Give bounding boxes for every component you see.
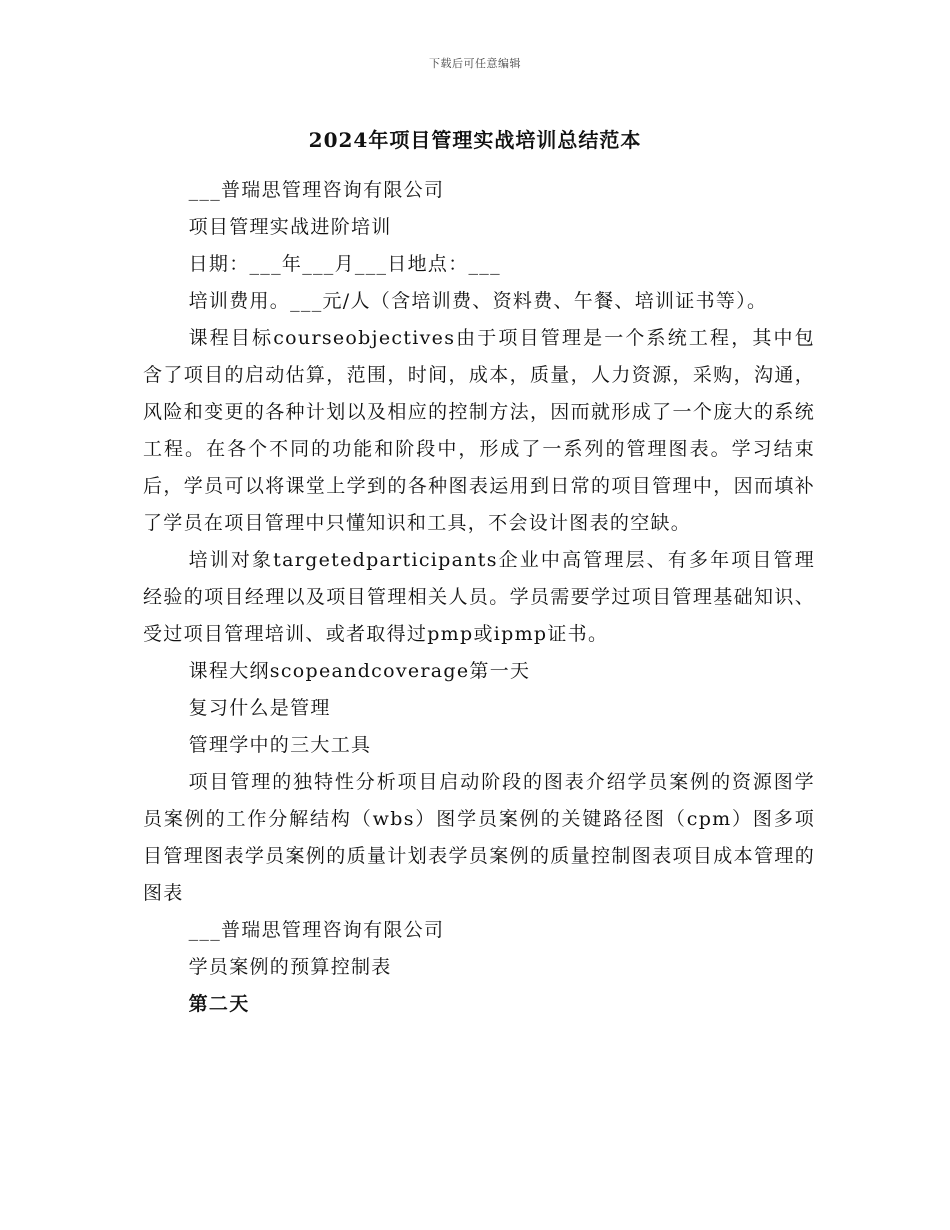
paragraph-fee: 培训费用。___元/人（含培训费、资料费、午餐、培训证书等）。 <box>188 290 768 312</box>
paragraph-objectives: 课程目标courseobjectives由于项目管理是一个系统工程，其中包含了项目的启动估算，范围，时间，成本，质量，人力资源，采购，沟通，风险和变更的各种计划以及相应的控制方法，因而就形成了一个庞大的系统工程。在各个不同的功能和阶段中，形成了一系列的管理图表。学习结束后，学员可以将课堂上学到的各种图表运用到日常的项目管理中，因而填补了学员在项目管理中只懂知识和工具，不会设计图表的空缺。 <box>143 327 815 534</box>
paragraph-participants: 培训对象targetedparticipants企业中高管理层、有多年项目管理经验的项目经理以及项目管理相关人员。学员需要学过项目管理基础知识、受过项目管理培训、或者取得过pmp或ipmp证书。 <box>143 549 815 645</box>
paragraph-outline-day1: 课程大纲scopeandcoverage第一天 <box>188 660 531 682</box>
paragraph-review-management: 复习什么是管理 <box>188 697 331 719</box>
paragraph-three-tools: 管理学中的三大工具 <box>188 734 372 756</box>
page-header-note: 下载后可任意编辑 <box>429 57 521 70</box>
document-title: 2024年项目管理实战培训总结范本 <box>308 128 642 152</box>
paragraph-date-location: 日期：___年___月___日地点：___ <box>188 253 501 275</box>
section-heading-day2: 第二天 <box>188 993 250 1015</box>
paragraph-project-charts: 项目管理的独特性分析项目启动阶段的图表介绍学员案例的资源图学员案例的工作分解结构（wbs）图学员案例的关键路径图（cpm）图多项目管理图表学员案例的质量计划表学员案例的质量控制图表项目成本管理的图表 <box>143 771 815 904</box>
paragraph-budget-control: 学员案例的预算控制表 <box>188 956 392 978</box>
paragraph-course-name: 项目管理实战进阶培训 <box>188 216 392 238</box>
document-body <box>143 172 815 1023</box>
paragraph-company: ___普瑞思管理咨询有限公司 <box>188 179 445 201</box>
paragraph-company-repeat: ___普瑞思管理咨询有限公司 <box>188 919 445 941</box>
